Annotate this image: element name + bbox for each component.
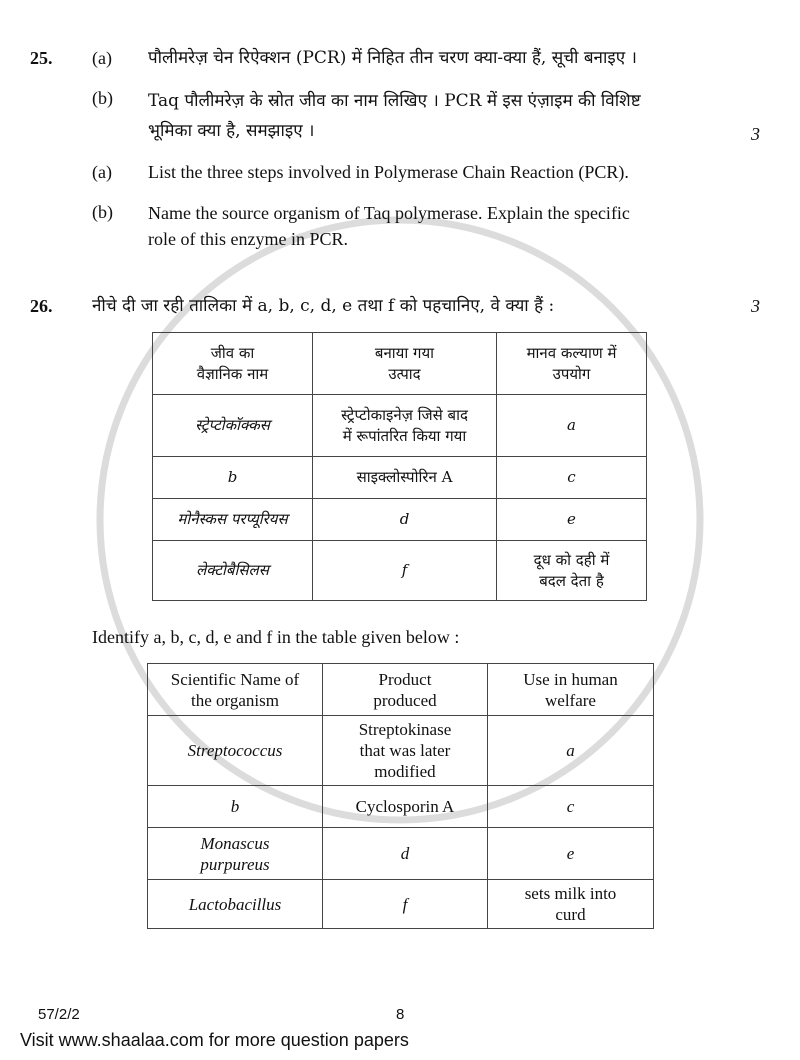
table-row — [153, 395, 647, 457]
q25-hindi-b-row — [30, 86, 760, 146]
table-header-cell — [323, 664, 488, 716]
table-cell — [148, 828, 323, 880]
q25-hindi-b-label: (b) — [92, 88, 113, 108]
table-cell — [323, 786, 488, 828]
table-cell — [148, 880, 323, 929]
cell-line: उत्पाद — [388, 364, 421, 383]
q25-english-a-label: (a) — [92, 162, 112, 182]
cell-line: e — [567, 510, 576, 528]
table-row — [148, 880, 654, 929]
cell-line: स्ट्रेप्टोकाइनेज़ जिसे बाद — [341, 405, 468, 424]
cell-line: b — [230, 797, 240, 816]
cell-line: b — [227, 468, 238, 486]
page-number: 8 — [396, 1006, 405, 1023]
table-cell — [497, 457, 647, 499]
cell-line: दूध को दही में — [533, 550, 610, 569]
table-row — [148, 716, 654, 786]
table-header-cell — [497, 333, 647, 395]
cell-line: a — [566, 741, 575, 760]
cell-line: the organism — [191, 690, 279, 710]
q25-english-a-row — [30, 160, 760, 184]
cell-line: Lactobacillus — [188, 894, 282, 914]
cell-line: स्ट्रेप्टोकॉक्कस — [195, 416, 270, 434]
q26-english-prompt-row — [92, 625, 760, 649]
cell-line: वैज्ञानिक नाम — [196, 364, 269, 383]
q26-number: 26. — [30, 296, 53, 316]
table-cell — [313, 395, 497, 457]
table-row — [153, 457, 647, 499]
table-cell — [497, 499, 647, 541]
cell-line: purpureus — [200, 854, 270, 874]
cell-line: में रूपांतरित किया गया — [342, 426, 467, 445]
cell-line: modified — [374, 762, 436, 781]
cell-line: Streptokinase — [358, 720, 452, 739]
cell-line: जीव का — [210, 343, 255, 362]
cell-line: that was later — [359, 741, 451, 760]
cell-line: Streptococcus — [187, 741, 283, 760]
q26-row — [30, 294, 760, 318]
table-cell — [153, 499, 313, 541]
table-header-cell — [488, 664, 654, 716]
cell-line: e — [566, 844, 575, 863]
cell-line: sets milk into — [524, 884, 617, 903]
cell-line: c — [566, 797, 575, 816]
q25-hindi-a: पौलीमरेज़ चेन रिऐक्शन (PCR) में निहित तीन चरण क्या-क्या हैं, सूची बनाइए । — [148, 48, 637, 68]
cell-line: produced — [373, 690, 437, 710]
table-row — [153, 499, 647, 541]
shaalaa-promo-link[interactable]: Visit www.shaalaa.com for more question papers — [20, 1030, 409, 1050]
q26-hindi-prompt: नीचे दी जा रही तालिका में a, b, c, d, e तथा f को पहचानिए, वे क्या हैं : — [92, 296, 555, 316]
cell-line: Use in human — [523, 669, 618, 689]
cell-line: बदल देता है — [539, 571, 604, 590]
cell-line: Scientific Name of — [170, 669, 300, 689]
cell-line: a — [567, 416, 576, 434]
table-cell — [313, 541, 497, 601]
cell-line: Cyclosporin A — [355, 797, 455, 816]
table-cell — [488, 716, 654, 786]
table-cell — [153, 395, 313, 457]
english-table — [147, 663, 654, 929]
table-cell — [153, 541, 313, 601]
cell-line: c — [567, 468, 576, 486]
table-cell — [323, 828, 488, 880]
table-cell — [313, 457, 497, 499]
cell-line: साइक्लोस्पोरिन A — [356, 468, 453, 486]
table-cell — [497, 541, 647, 601]
q25-number: 25. — [30, 48, 53, 68]
cell-line: मानव कल्याण में — [526, 343, 617, 362]
q25-hindi-a-label: (a) — [92, 48, 112, 68]
table-cell — [153, 457, 313, 499]
table-row — [148, 828, 654, 880]
cell-line: f — [401, 561, 408, 579]
cell-line: उपयोग — [552, 364, 591, 383]
q25-english-b-row — [30, 200, 760, 252]
table-cell — [323, 880, 488, 929]
table-cell — [148, 716, 323, 786]
table-cell — [313, 499, 497, 541]
table-cell — [323, 716, 488, 786]
cell-line: curd — [555, 905, 586, 924]
table-header-row — [153, 333, 647, 395]
cell-line: बनाया गया — [374, 343, 435, 362]
q25-english-a: List the three steps involved in Polymerase Chain Reaction (PCR). — [148, 162, 629, 182]
q25-marks: 3 — [751, 124, 760, 144]
cell-line: welfare — [545, 690, 596, 710]
cell-line: Monascus — [200, 833, 270, 853]
table-cell — [488, 880, 654, 929]
table-header-cell — [313, 333, 497, 395]
table-header-row — [148, 664, 654, 716]
hindi-table — [152, 332, 647, 601]
q26-marks: 3 — [751, 296, 760, 316]
q26-english-prompt: Identify a, b, c, d, e and f in the table given below : — [92, 627, 460, 647]
table-cell — [148, 786, 323, 828]
cell-line: d — [400, 844, 410, 863]
table-header-cell — [153, 333, 313, 395]
q25-hindi-b-line1: Taq पौलीमरेज़ के स्रोत जीव का नाम लिखिए । PCR में इस एंज़ाइम की विशिष्ट — [148, 91, 641, 111]
cell-line: d — [399, 510, 410, 528]
table-header-cell — [148, 664, 323, 716]
q25-english-b-line1: Name the source organism of Taq polymerase. Explain the specific — [148, 203, 630, 223]
q25-english-b-label: (b) — [92, 202, 113, 222]
cell-line: मोनैस्कस परप्यूरियस — [177, 510, 288, 528]
table-row — [148, 786, 654, 828]
cell-line: f — [402, 894, 408, 914]
cell-line: Product — [378, 669, 432, 689]
cell-line: लेक्टोबैसिलस — [196, 561, 269, 579]
table-cell — [488, 828, 654, 880]
table-cell — [488, 786, 654, 828]
q25-hindi-b-line2: भूमिका क्या है, समझाइए । — [148, 121, 315, 141]
table-cell — [497, 395, 647, 457]
q25-hindi-a-row — [30, 46, 760, 70]
paper-code: 57/2/2 — [38, 1006, 80, 1023]
table-row — [153, 541, 647, 601]
q25-english-b-line2: role of this enzyme in PCR. — [148, 229, 348, 249]
